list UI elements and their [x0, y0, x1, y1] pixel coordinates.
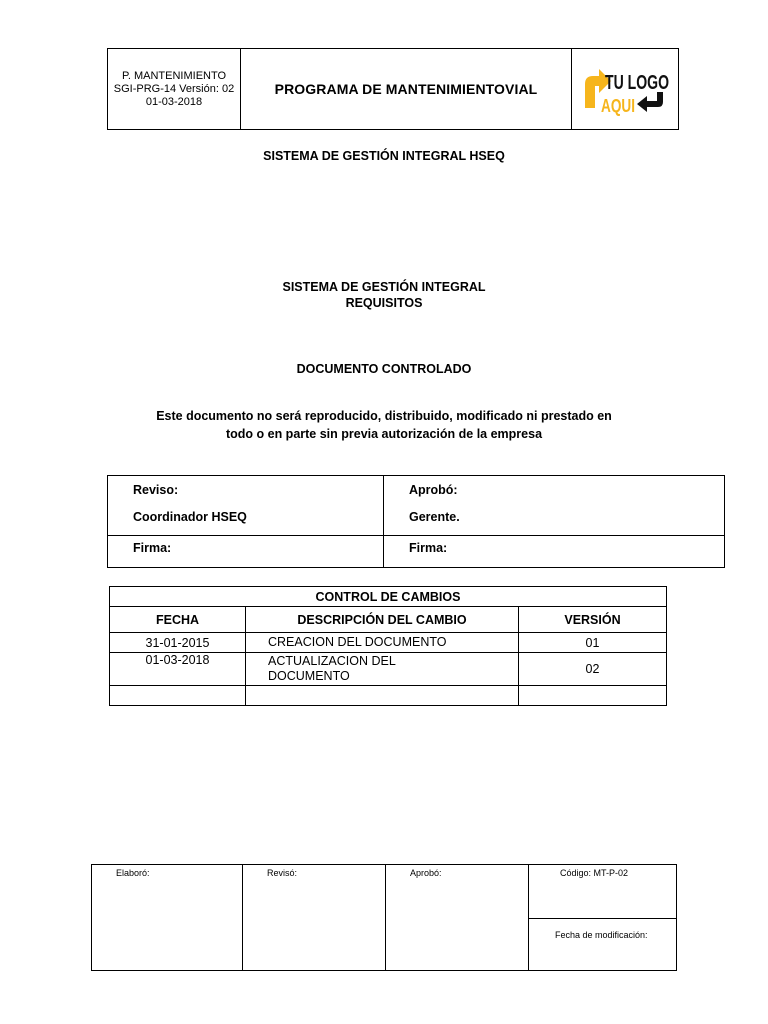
col-header-version: VERSIÓN [519, 607, 667, 633]
section-title-line2: REQUISITOS [345, 296, 423, 310]
document-code-version: SGI-PRG-14 Versión: 02 [113, 82, 235, 95]
row2-descripcion-line2: DOCUMENTO [268, 669, 350, 683]
footer-aprobo: Aprobó: [386, 865, 529, 971]
change-control-table [109, 586, 667, 706]
table-row [110, 633, 667, 653]
aprobo-role: Gerente. [409, 510, 460, 524]
logo-text-top: TU LOGO [605, 71, 669, 94]
process-name: P. MANTENIMIENTO [121, 69, 227, 82]
row2-fecha: 01-03-2018 [110, 653, 246, 686]
col-header-fecha: FECHA [110, 607, 246, 633]
row2-version: 02 [519, 653, 667, 686]
col-header-descripcion: DESCRIPCIÓN DEL CAMBIO [246, 607, 519, 633]
document-meta [108, 49, 241, 130]
footer-elaboro: Elaboró: [92, 865, 243, 971]
footer-fecha-modificacion: Fecha de modificación: [529, 919, 677, 971]
footer-reviso: Revisó: [243, 865, 386, 971]
row1-version: 01 [519, 633, 667, 653]
row1-descripcion: CREACION DEL DOCUMENTO [246, 633, 519, 653]
company-logo [577, 54, 673, 120]
system-subtitle: SISTEMA DE GESTIÓN INTEGRAL HSEQ [263, 149, 505, 163]
logo-cell [572, 49, 679, 130]
logo-text-bottom: AQUI [601, 95, 635, 116]
arrow-return-left-icon [637, 92, 663, 112]
aprobo-label: Aprobó: [409, 483, 458, 497]
section-title-line1: SISTEMA DE GESTIÓN INTEGRAL [282, 280, 486, 294]
controlled-document-label: DOCUMENTO CONTROLADO [296, 362, 472, 376]
firma-right: Firma: [384, 536, 725, 568]
reviso-label: Reviso: [133, 483, 179, 497]
approval-table [107, 475, 725, 568]
notice-line2: todo o en parte sin previa autorización de la empresa [225, 427, 543, 441]
aprobo-cell [384, 476, 725, 536]
row2-descripcion [246, 653, 519, 686]
document-header [107, 48, 679, 130]
reviso-cell [108, 476, 384, 536]
table-row-empty [110, 686, 667, 706]
change-control-title: CONTROL DE CAMBIOS [110, 587, 667, 607]
row1-fecha: 31-01-2015 [110, 633, 246, 653]
reviso-role: Coordinador HSEQ [133, 510, 247, 524]
table-row [110, 653, 667, 686]
document-date: 01-03-2018 [145, 95, 203, 108]
notice-line1: Este documento no será reproducido, distribuido, modificado ni prestado en [156, 409, 612, 423]
firma-left: Firma: [108, 536, 384, 568]
footer-table [91, 864, 677, 971]
document-title: PROGRAMA DE MANTENIMIENTOVIAL [241, 49, 572, 130]
footer-codigo: Código: MT-P-02 [529, 865, 677, 919]
row2-descripcion-line1: ACTUALIZACION DEL [268, 654, 396, 668]
